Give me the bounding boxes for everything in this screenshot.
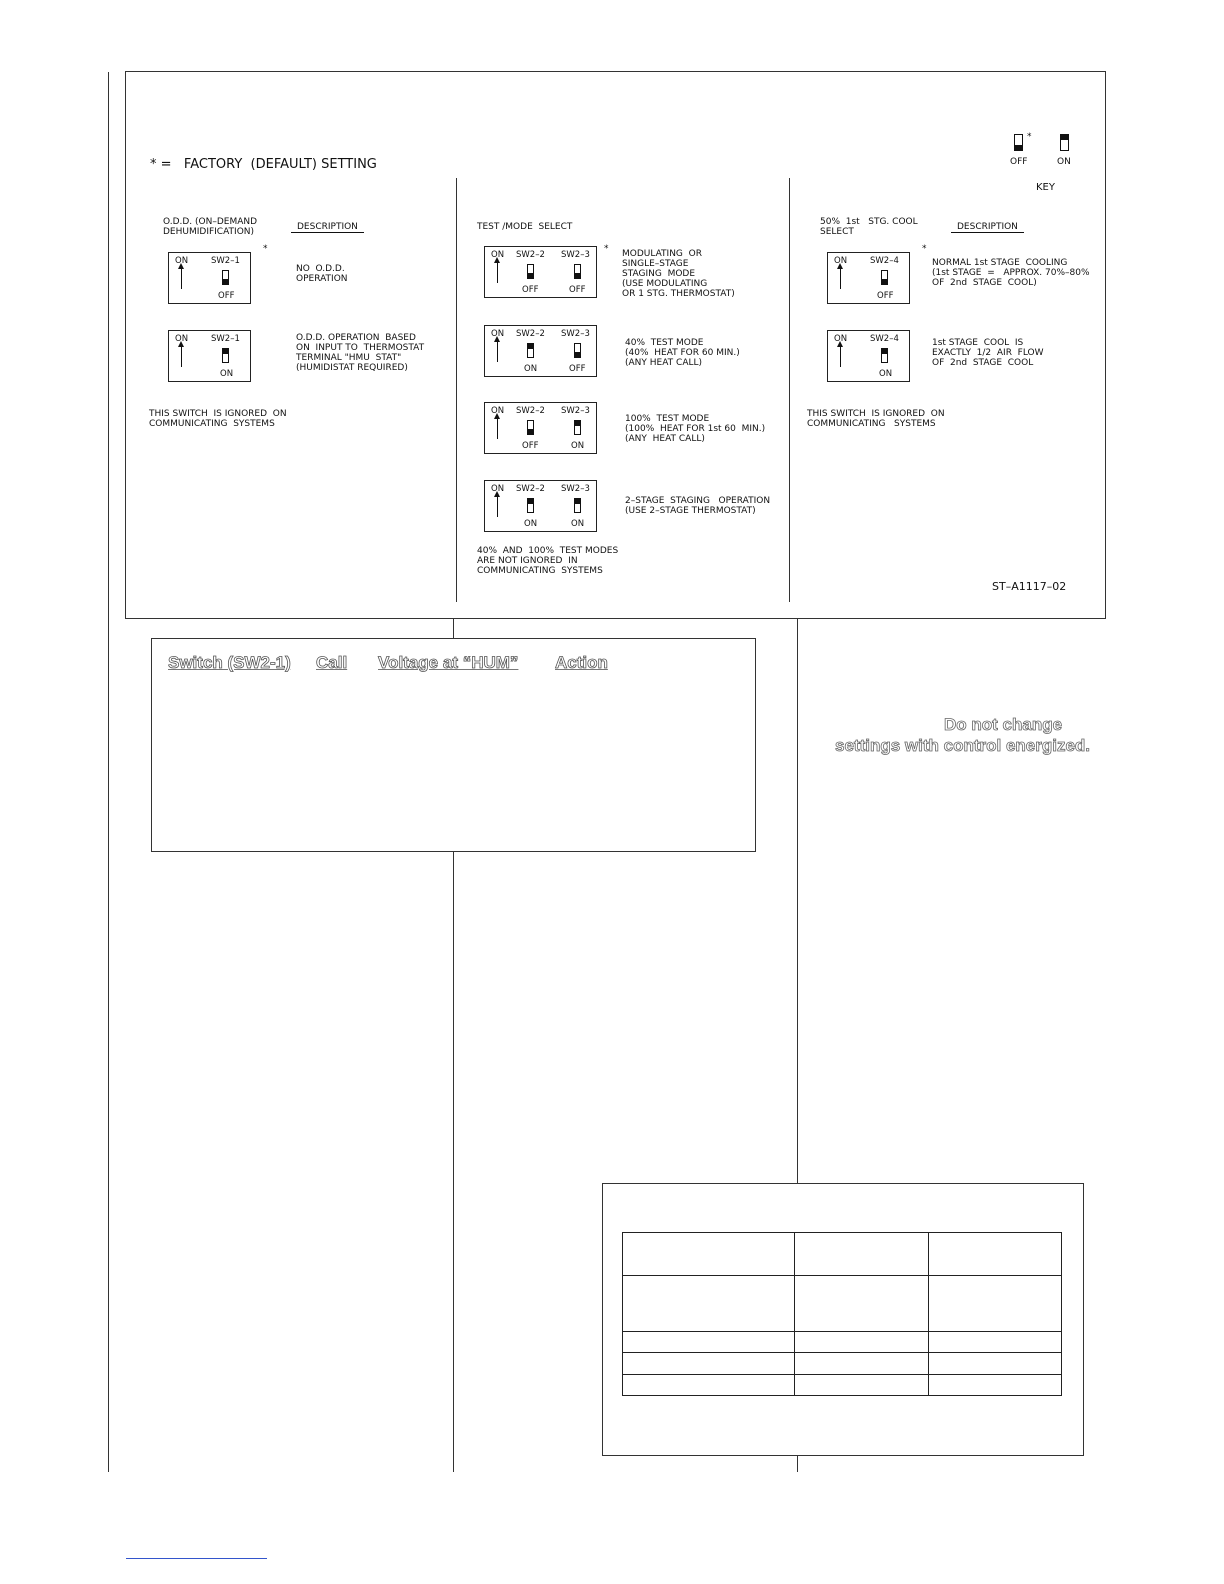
sw2-4-off-switch [827, 252, 910, 304]
table-cell [929, 1276, 1062, 1332]
on-label: ON [834, 256, 848, 266]
switch-a-label: SW2–2 [516, 329, 545, 339]
state-b-label: OFF [569, 285, 586, 295]
switch-label: SW2–1 [211, 256, 240, 266]
sw2-1-on-description: O.D.D. OPERATION BASED ON INPUT TO THERMOSTAT TERMINAL "HMU STAT" (HUMIDISTAT REQUIRED) [296, 333, 425, 373]
toggle-off-icon [222, 270, 229, 285]
test-mode-row-2-description: 40% TEST MODE (40% HEAT FOR 60 MIN.) (ANY HEAT CALL) [625, 338, 740, 368]
test-mode-row-2-switch [484, 325, 597, 377]
toggle-b-off-icon [574, 264, 581, 279]
sw2-1-off-switch [168, 252, 251, 304]
odd-note: THIS SWITCH IS IGNORED ON COMMUNICATING SYSTEMS [149, 409, 287, 429]
key-off-label: OFF [1010, 157, 1028, 167]
col-header-voltage: Voltage at “HUM” [378, 653, 519, 672]
test-mode-row-3-description: 100% TEST MODE (100% HEAT FOR 1st 60 MIN.) (ANY HEAT CALL) [625, 414, 766, 444]
switch-b-label: SW2–3 [561, 250, 590, 260]
switch-a-label: SW2–2 [516, 250, 545, 260]
sw2-4-on-switch [827, 330, 910, 382]
dip-switch-diagram [125, 71, 1106, 619]
up-arrow-icon [840, 345, 841, 367]
toggle-a-on-icon [527, 343, 534, 358]
up-arrow-icon [497, 495, 498, 517]
toggle-off-icon [881, 270, 888, 285]
stage-cool-note: THIS SWITCH IS IGNORED ON COMMUNICATING SYSTEMS [807, 409, 945, 429]
switch-b-label: SW2–3 [561, 406, 590, 416]
sw2-1-on-switch [168, 330, 251, 382]
switch-b-label: SW2–3 [561, 484, 590, 494]
odd-description-header: DESCRIPTION [291, 222, 364, 233]
table-cell [623, 1375, 795, 1396]
toggle-b-on-icon [574, 420, 581, 435]
default-setting-legend: * = FACTORY (DEFAULT) SETTING [150, 157, 377, 172]
test-mode-note: 40% AND 100% TEST MODES ARE NOT IGNORED IN COMMUNICATING SYSTEMS [477, 546, 619, 576]
stage-cool-description-header: DESCRIPTION [951, 222, 1024, 233]
toggle-a-on-icon [527, 498, 534, 513]
sw2-4-off-description: NORMAL 1st STAGE COOLING (1st STAGE = APPROX. 70%–80% OF 2nd STAGE COOL) [932, 258, 1090, 288]
switch-label: SW2–4 [870, 256, 899, 266]
table-cell [929, 1332, 1062, 1353]
key-on-label: ON [1057, 157, 1071, 167]
toggle-b-off-icon [574, 343, 581, 358]
key-on-toggle-icon [1060, 134, 1069, 151]
state-a-label: ON [524, 364, 538, 374]
test-mode-row-4-switch [484, 480, 597, 532]
up-arrow-icon [181, 267, 182, 289]
empty-grid-table [622, 1232, 1062, 1396]
diagram-code: ST–A1117–02 [992, 580, 1067, 593]
up-arrow-icon [497, 417, 498, 439]
on-label: ON [491, 250, 505, 260]
table-cell [623, 1276, 795, 1332]
sw2-1-off-description: NO O.D.D. OPERATION [296, 264, 348, 284]
state-a-label: OFF [522, 441, 539, 451]
odd-action-table [151, 638, 756, 852]
caution-line-2: settings with control energized. [835, 736, 1091, 755]
table-cell [929, 1233, 1062, 1276]
toggle-a-off-icon [527, 420, 534, 435]
footer-link-underline[interactable] [126, 1558, 267, 1559]
switch-label: SW2–4 [870, 334, 899, 344]
test-mode-title: TEST /MODE SELECT [477, 222, 573, 232]
toggle-on-icon [881, 348, 888, 363]
empty-table-frame [602, 1183, 1084, 1456]
state-b-label: ON [571, 519, 585, 529]
table-cell [795, 1233, 929, 1276]
state-a-label: OFF [522, 285, 539, 295]
state-label: ON [220, 369, 234, 379]
on-label: ON [175, 334, 189, 344]
key-off-toggle-icon [1014, 134, 1023, 151]
state-b-label: ON [571, 441, 585, 451]
up-arrow-icon [497, 340, 498, 362]
on-label: ON [491, 484, 505, 494]
col-header-call: Call [316, 653, 348, 672]
table-cell [795, 1353, 929, 1375]
caution-line-1: Do not change [944, 715, 1063, 734]
switch-b-label: SW2–3 [561, 329, 590, 339]
key-label: KEY [1036, 182, 1055, 193]
col-header-switch: Switch (SW2-1) [168, 653, 291, 672]
table-cell [795, 1332, 929, 1353]
switch-a-label: SW2–2 [516, 406, 545, 416]
left-margin-rule [108, 72, 109, 1472]
default-marker: * [604, 244, 609, 254]
state-label: OFF [877, 291, 894, 301]
on-label: ON [175, 256, 189, 266]
sw2-4-on-description: 1st STAGE COOL IS EXACTLY 1/2 AIR FLOW OF 2nd STAGE COOL [932, 338, 1044, 368]
test-mode-row-1-description: MODULATING OR SINGLE–STAGE STAGING MODE (USE MODULATING OR 1 STG. THERMOSTAT) [622, 249, 735, 299]
on-label: ON [834, 334, 848, 344]
state-label: OFF [218, 291, 235, 301]
diagram-divider-1 [456, 178, 457, 602]
test-mode-row-4-description: 2–STAGE STAGING OPERATION (USE 2–STAGE THERMOSTAT) [625, 496, 771, 516]
key-star: * [1027, 132, 1032, 142]
up-arrow-icon [181, 345, 182, 367]
col-header-action: Action [555, 653, 608, 672]
test-mode-row-3-switch [484, 402, 597, 454]
table-cell [795, 1375, 929, 1396]
toggle-b-on-icon [574, 498, 581, 513]
toggle-on-icon [222, 348, 229, 363]
stage-cool-title: 50% 1st STG. COOL SELECT [820, 217, 918, 237]
table-cell [623, 1233, 795, 1276]
table-cell [623, 1332, 795, 1353]
test-mode-row-1-switch [484, 246, 597, 298]
default-marker: * [922, 244, 927, 254]
switch-a-label: SW2–2 [516, 484, 545, 494]
state-b-label: OFF [569, 364, 586, 374]
table-cell [623, 1353, 795, 1375]
toggle-a-off-icon [527, 264, 534, 279]
table-cell [929, 1375, 1062, 1396]
table-cell [795, 1276, 929, 1332]
default-marker: * [263, 244, 268, 254]
switch-label: SW2–1 [211, 334, 240, 344]
up-arrow-icon [840, 267, 841, 289]
up-arrow-icon [497, 261, 498, 283]
state-label: ON [879, 369, 893, 379]
table-cell [929, 1353, 1062, 1375]
on-label: ON [491, 329, 505, 339]
diagram-divider-2 [789, 178, 790, 602]
on-label: ON [491, 406, 505, 416]
odd-title: O.D.D. (ON–DEMAND DEHUMIDIFICATION) [163, 217, 258, 237]
state-a-label: ON [524, 519, 538, 529]
